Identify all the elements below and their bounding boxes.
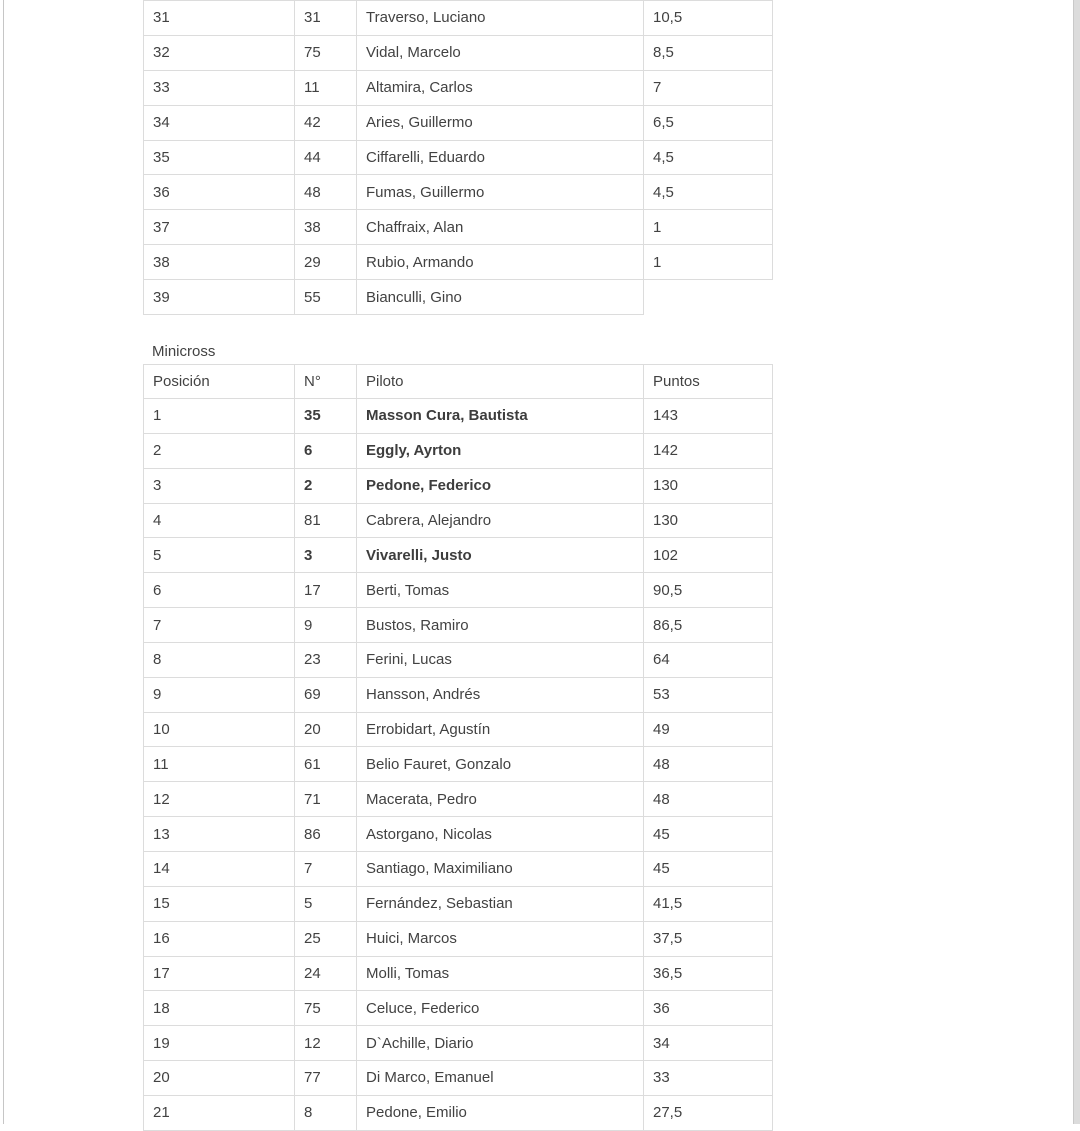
cell-number: 3 [295, 538, 357, 573]
table-row [144, 210, 773, 245]
table-row [144, 921, 773, 956]
table-row [144, 956, 773, 991]
cell-points: 48 [644, 747, 773, 782]
cell-pilot: Masson Cura, Bautista [357, 399, 644, 434]
cell-pilot: Di Marco, Emanuel [357, 1061, 644, 1096]
cell-position: 6 [144, 573, 295, 608]
table-row [144, 140, 773, 175]
table-row [144, 677, 773, 712]
cell-points: 41,5 [644, 886, 773, 921]
cell-number: 17 [295, 573, 357, 608]
cell-pilot: Ferini, Lucas [357, 642, 644, 677]
cell-position: 13 [144, 817, 295, 852]
cell-points: 10,5 [644, 1, 773, 36]
cell-position: 1 [144, 399, 295, 434]
cell-position: 31 [144, 1, 295, 36]
cell-number: 44 [295, 140, 357, 175]
cell-points: 49 [644, 712, 773, 747]
page-edge-line [3, 0, 4, 1124]
cell-position: 36 [144, 175, 295, 210]
cell-position: 9 [144, 677, 295, 712]
cell-pilot: Aries, Guillermo [357, 105, 644, 140]
cell-number: 11 [295, 70, 357, 105]
table-row [144, 433, 773, 468]
cell-position: 5 [144, 538, 295, 573]
cell-points: 36 [644, 991, 773, 1026]
cell-number: 24 [295, 956, 357, 991]
cell-pilot: D`Achille, Diario [357, 1026, 644, 1061]
cell-points: 33 [644, 1061, 773, 1096]
standings-table-partial [143, 0, 773, 315]
cell-position: 38 [144, 245, 295, 280]
cell-pilot: Bianculli, Gino [357, 280, 644, 315]
table-row [144, 573, 773, 608]
cell-pilot: Huici, Marcos [357, 921, 644, 956]
cell-pilot: Traverso, Luciano [357, 1, 644, 36]
cell-pilot: Chaffraix, Alan [357, 210, 644, 245]
cell-position: 4 [144, 503, 295, 538]
cell-number: 23 [295, 642, 357, 677]
cell-pilot: Bustos, Ramiro [357, 608, 644, 643]
cell-pilot: Vivarelli, Justo [357, 538, 644, 573]
cell-number: 12 [295, 1026, 357, 1061]
cell-pilot: Altamira, Carlos [357, 70, 644, 105]
cell-position: 34 [144, 105, 295, 140]
cell-number: 2 [295, 468, 357, 503]
cell-number: 55 [295, 280, 357, 315]
cell-number: 75 [295, 35, 357, 70]
table-row [144, 817, 773, 852]
cell-pilot: Santiago, Maximiliano [357, 851, 644, 886]
cell-position: 12 [144, 782, 295, 817]
cell-pilot: Macerata, Pedro [357, 782, 644, 817]
table-row [144, 747, 773, 782]
cell-position: 33 [144, 70, 295, 105]
table-row [144, 280, 773, 315]
cell-position: 35 [144, 140, 295, 175]
cell-position: 17 [144, 956, 295, 991]
cell-points: 53 [644, 677, 773, 712]
cell-position: 39 [144, 280, 295, 315]
scrollbar-track[interactable] [1073, 0, 1080, 1124]
cell-number: 29 [295, 245, 357, 280]
cell-points: 143 [644, 399, 773, 434]
cell-points: 64 [644, 642, 773, 677]
cell-pilot: Vidal, Marcelo [357, 35, 644, 70]
cell-pilot: Astorgano, Nicolas [357, 817, 644, 852]
cell-position: 11 [144, 747, 295, 782]
cell-points: 1 [644, 245, 773, 280]
table-row [144, 1061, 773, 1096]
table-row [144, 70, 773, 105]
cell-number: 69 [295, 677, 357, 712]
cell-points: 4,5 [644, 140, 773, 175]
cell-pilot: Hansson, Andrés [357, 677, 644, 712]
table-row [144, 1, 773, 36]
cell-points: 45 [644, 851, 773, 886]
cell-pilot: Errobidart, Agustín [357, 712, 644, 747]
cell-position: 8 [144, 642, 295, 677]
cell-number: 38 [295, 210, 357, 245]
cell-points [644, 280, 773, 315]
cell-points: 130 [644, 468, 773, 503]
cell-points: 8,5 [644, 35, 773, 70]
cell-number: 25 [295, 921, 357, 956]
cell-pilot: Pedone, Emilio [357, 1095, 644, 1130]
cell-pilot: Pedone, Federico [357, 468, 644, 503]
cell-number: 31 [295, 1, 357, 36]
cell-points: 86,5 [644, 608, 773, 643]
cell-number: 42 [295, 105, 357, 140]
cell-number: 6 [295, 433, 357, 468]
minicross-standings-table [143, 364, 773, 1131]
table-row [144, 538, 773, 573]
cell-pilot: Eggly, Ayrton [357, 433, 644, 468]
cell-points: 130 [644, 503, 773, 538]
cell-pilot: Celuce, Federico [357, 991, 644, 1026]
cell-position: 32 [144, 35, 295, 70]
cell-number: 8 [295, 1095, 357, 1130]
header-row [144, 365, 773, 399]
cell-points: 4,5 [644, 175, 773, 210]
cell-pilot: Molli, Tomas [357, 956, 644, 991]
table-row [144, 782, 773, 817]
cell-points: 45 [644, 817, 773, 852]
cell-number: 20 [295, 712, 357, 747]
column-header-numero: N° [295, 365, 357, 399]
cell-points: 142 [644, 433, 773, 468]
cell-pilot: Fumas, Guillermo [357, 175, 644, 210]
cell-position: 10 [144, 712, 295, 747]
cell-position: 18 [144, 991, 295, 1026]
cell-position: 19 [144, 1026, 295, 1061]
cell-points: 6,5 [644, 105, 773, 140]
cell-position: 7 [144, 608, 295, 643]
table-row [144, 399, 773, 434]
column-header-piloto: Piloto [357, 365, 644, 399]
cell-pilot: Cabrera, Alejandro [357, 503, 644, 538]
cell-points: 37,5 [644, 921, 773, 956]
table-row [144, 245, 773, 280]
cell-pilot: Ciffarelli, Eduardo [357, 140, 644, 175]
table-row [144, 991, 773, 1026]
table-row [144, 642, 773, 677]
cell-position: 2 [144, 433, 295, 468]
table-row [144, 1026, 773, 1061]
cell-number: 9 [295, 608, 357, 643]
cell-number: 5 [295, 886, 357, 921]
table-row [144, 468, 773, 503]
cell-position: 16 [144, 921, 295, 956]
cell-number: 77 [295, 1061, 357, 1096]
cell-points: 90,5 [644, 573, 773, 608]
cell-points: 27,5 [644, 1095, 773, 1130]
cell-number: 81 [295, 503, 357, 538]
cell-position: 21 [144, 1095, 295, 1130]
column-header-puntos: Puntos [644, 365, 773, 399]
cell-number: 86 [295, 817, 357, 852]
cell-number: 75 [295, 991, 357, 1026]
table-row [144, 175, 773, 210]
cell-number: 61 [295, 747, 357, 782]
document-content [143, 0, 773, 1131]
table-row [144, 851, 773, 886]
cell-number: 71 [295, 782, 357, 817]
cell-position: 20 [144, 1061, 295, 1096]
table-row [144, 35, 773, 70]
table-row [144, 608, 773, 643]
cell-points: 7 [644, 70, 773, 105]
cell-points: 34 [644, 1026, 773, 1061]
table-row [144, 503, 773, 538]
cell-number: 35 [295, 399, 357, 434]
cell-pilot: Berti, Tomas [357, 573, 644, 608]
cell-pilot: Fernández, Sebastian [357, 886, 644, 921]
column-header-posicion: Posición [144, 365, 295, 399]
cell-position: 37 [144, 210, 295, 245]
table-row [144, 886, 773, 921]
cell-number: 48 [295, 175, 357, 210]
cell-position: 3 [144, 468, 295, 503]
table-row [144, 105, 773, 140]
cell-points: 36,5 [644, 956, 773, 991]
section-title-minicross: Minicross [152, 343, 216, 361]
cell-points: 48 [644, 782, 773, 817]
cell-position: 14 [144, 851, 295, 886]
table-row [144, 712, 773, 747]
cell-points: 102 [644, 538, 773, 573]
cell-pilot: Rubio, Armando [357, 245, 644, 280]
cell-number: 7 [295, 851, 357, 886]
table-row [144, 1095, 773, 1130]
cell-position: 15 [144, 886, 295, 921]
cell-pilot: Belio Fauret, Gonzalo [357, 747, 644, 782]
cell-points: 1 [644, 210, 773, 245]
